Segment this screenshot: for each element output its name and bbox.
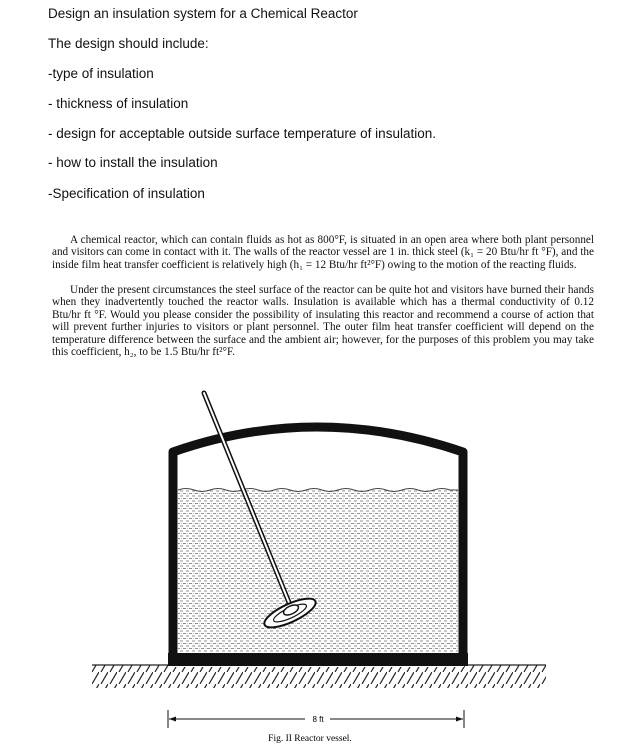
requirement-item: - design for acceptable outside surface temperature of insulation. bbox=[48, 126, 436, 141]
requirement-item: -type of insulation bbox=[48, 66, 154, 81]
reactor-base bbox=[168, 653, 468, 666]
figure-caption: Fig. II Reactor vessel. bbox=[268, 734, 352, 744]
document-title: Design an insulation system for a Chemical Reactor bbox=[48, 6, 358, 21]
paragraph-1-text: A chemical reactor, which can contain fluids as hot as 800°F, is situated in an open area where both plant personnel and visitors can come in contact with it. The walls of the reactor vessel are 1 in. thick steel (k₁ = 20 Btu/hr ft °F), and the inside film heat transfer coefficient is relatively high (h₁ = 12 Btu/hr ft²°F) owing to the motion of the reacting fluids. bbox=[52, 234, 594, 271]
reactor-liquid bbox=[178, 490, 458, 653]
requirement-item: - how to install the insulation bbox=[48, 155, 218, 170]
requirement-item: -Specification of insulation bbox=[48, 186, 205, 201]
dimension-arrow-right bbox=[456, 717, 463, 722]
design-intro: The design should include: bbox=[48, 36, 209, 51]
ground-hatch-under bbox=[168, 667, 464, 688]
requirement-item: - thickness of insulation bbox=[48, 96, 189, 111]
dimension-label: 8 ft bbox=[312, 715, 324, 724]
paragraph-2-text: Under the present circumstances the steel surface of the reactor can be quite hot and visitors have burned their hands when they inadvertently touched the reactor walls. Insulation is available which has a thermal conductivity of 0.12 Btu/hr ft °F. Would you please consider the possibility of insulating this reactor and recommend a course of action that will prevent further injuries to visitors or plant personnel. The outer film heat transfer coefficient will depend on the temperature difference between the surface and the ambient air; however, for the purposes of this problem you may take this coefficient, h₂, to be 1.5 Btu/hr ft²°F. bbox=[52, 284, 594, 359]
dimension-arrow-left bbox=[169, 717, 176, 722]
ground-hatch-right bbox=[464, 665, 546, 688]
ground-hatch-left bbox=[92, 665, 168, 688]
